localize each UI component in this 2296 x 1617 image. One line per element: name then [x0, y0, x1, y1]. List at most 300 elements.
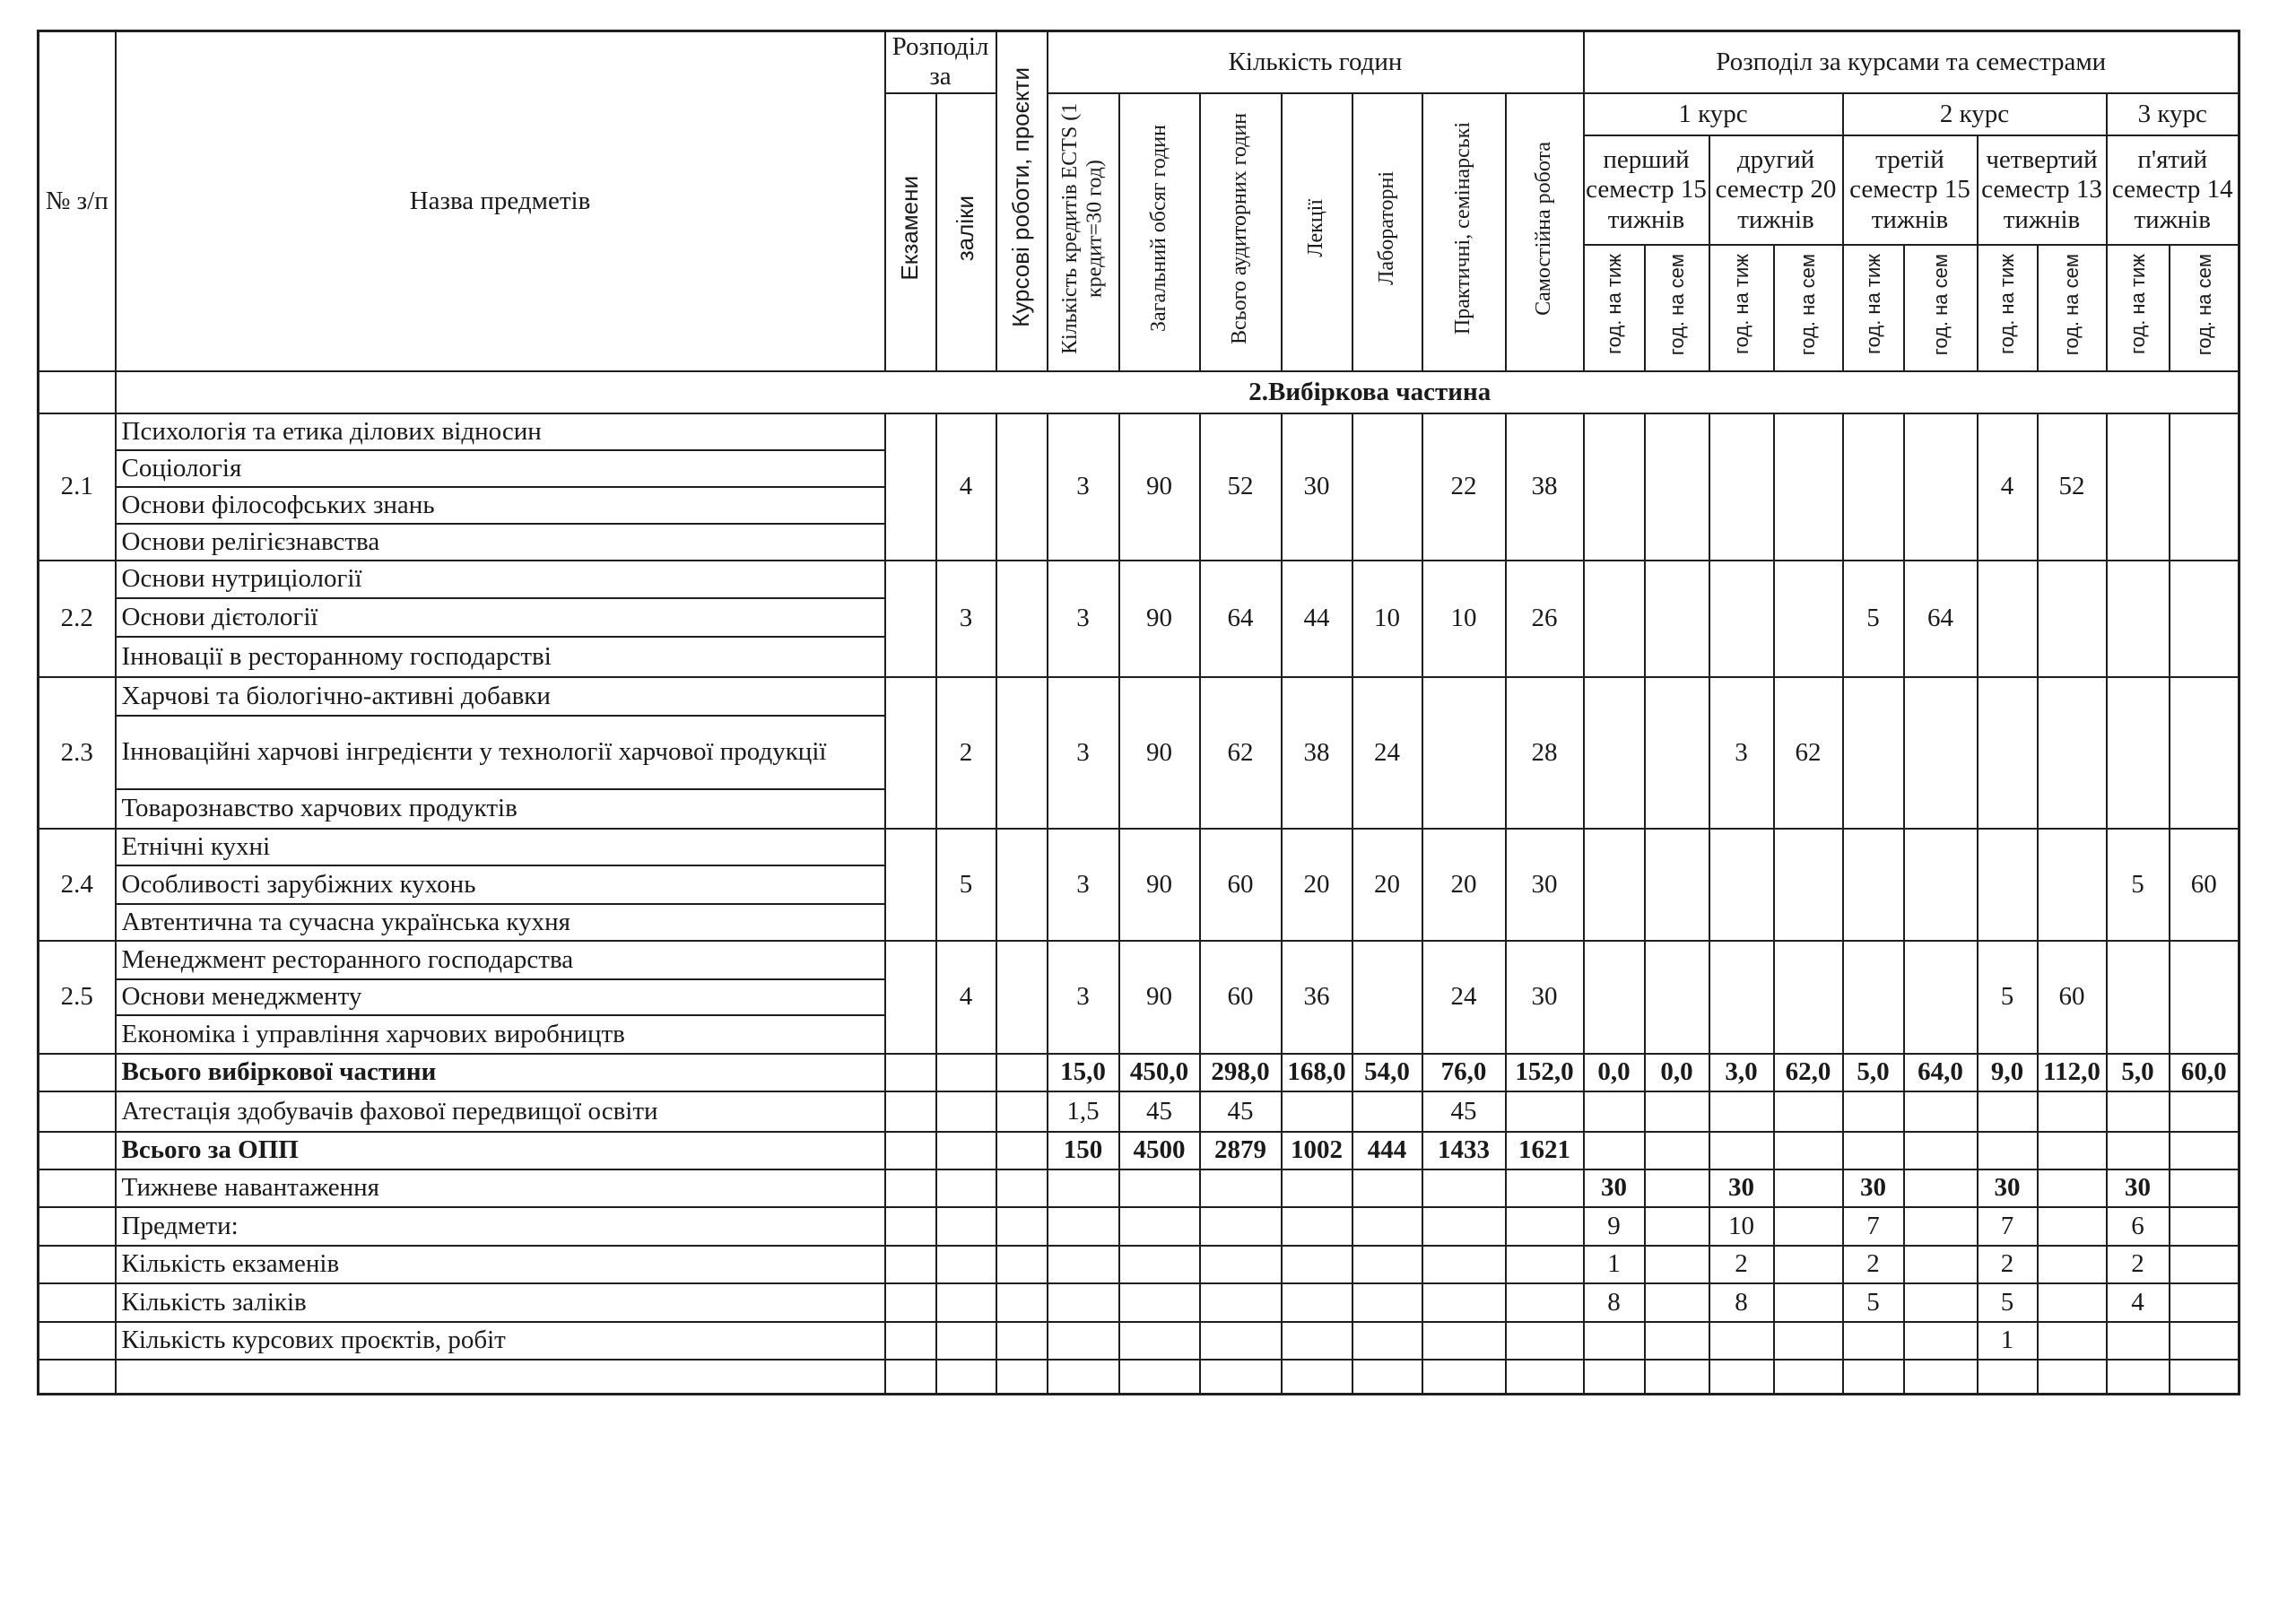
empty-cell — [936, 1207, 996, 1246]
header-semester-label: перший семестр 15 тижнів — [1586, 144, 1707, 234]
empty-cell — [1506, 1360, 1584, 1394]
group-self-study — [1506, 561, 1584, 677]
semester-hours-cell — [1904, 941, 1978, 1054]
empty-cell — [1904, 1283, 1978, 1322]
header-distribution-title-label: Розподіл за курсами та семестрами — [1716, 47, 2107, 76]
semester-hours-value: 5 — [2000, 982, 2014, 1012]
header-per-week-label: год. на тиж — [2126, 254, 2149, 355]
totals-value — [1506, 1091, 1584, 1132]
empty-cell — [1200, 1207, 1282, 1246]
subject-name-label: Соціологія — [121, 453, 242, 482]
summary-label-text: Кількість заліків — [121, 1287, 307, 1317]
summary-semester-value — [1843, 1169, 1904, 1207]
curriculum-table — [37, 30, 2240, 1395]
group-practical — [1422, 413, 1506, 561]
empty-cell — [1352, 1246, 1422, 1283]
totals-label — [116, 1091, 885, 1132]
semester-hours-cell — [2038, 677, 2107, 829]
totals-semester-value-text: 0,0 — [1660, 1057, 1693, 1087]
group-auditory — [1200, 829, 1282, 941]
group-auditory-value: 60 — [1227, 982, 1254, 1012]
totals-value — [1506, 1054, 1584, 1091]
header-per-sem — [2038, 245, 2107, 371]
group-tests — [936, 677, 996, 829]
group-number-label: 2.4 — [60, 869, 93, 899]
semester-hours-value: 60 — [2058, 982, 2085, 1012]
group-lectures — [1282, 941, 1352, 1054]
empty-cell — [1774, 1169, 1843, 1207]
totals-value — [1422, 1054, 1506, 1091]
empty-cell — [1774, 1322, 1843, 1360]
totals-value-text: 150 — [1063, 1135, 1103, 1165]
empty-cell — [1119, 1283, 1200, 1322]
semester-hours-cell — [2107, 677, 2170, 829]
empty-cell — [2038, 1091, 2107, 1132]
semester-hours-cell — [1843, 677, 1904, 829]
totals-label-text: Атестація здобувачів фахової передвищої освіти — [121, 1096, 658, 1126]
group-labs — [1352, 561, 1422, 677]
group-number-label: 2.3 — [60, 737, 93, 767]
empty-cell — [1645, 1283, 1709, 1322]
group-tests-value: 4 — [959, 982, 973, 1012]
summary-semester-value-text: 30 — [1994, 1173, 2021, 1203]
header-self-study — [1506, 93, 1584, 371]
summary-semester-value — [1978, 1322, 2038, 1360]
group-exams — [885, 561, 936, 677]
group-tests — [936, 941, 996, 1054]
header-per-week — [1978, 245, 2038, 371]
semester-hours-value: 60 — [2190, 869, 2217, 899]
group-number — [39, 677, 116, 829]
summary-semester-value-text: 10 — [1728, 1211, 1754, 1240]
empty-cell — [996, 1246, 1048, 1283]
summary-label-text: Предмети: — [121, 1211, 239, 1240]
summary-label — [116, 1207, 885, 1246]
header-total-hours — [1119, 93, 1200, 371]
totals-semester-value — [2038, 1054, 2107, 1091]
semester-hours-cell — [1709, 561, 1774, 677]
empty-cell — [996, 1360, 1048, 1394]
subject-name — [116, 865, 885, 904]
header-name-label: Назва предметів — [409, 186, 591, 215]
header-per-sem — [1645, 245, 1709, 371]
header-semester-2 — [1709, 135, 1843, 244]
group-number-label: 2.1 — [60, 472, 93, 501]
header-labs-label: Лабораторні — [1374, 171, 1398, 286]
empty-num-cell — [39, 1207, 116, 1246]
subject-name — [116, 561, 885, 598]
totals-value-text: 168,0 — [1287, 1057, 1346, 1087]
header-name — [116, 31, 885, 372]
totals-semester-value — [1978, 1054, 2038, 1091]
group-total — [1119, 941, 1200, 1054]
empty-cell — [1352, 1169, 1422, 1207]
group-total-value: 90 — [1146, 472, 1172, 501]
semester-hours-cell — [2170, 413, 2239, 561]
empty-cell — [885, 1322, 936, 1360]
header-auditory-hours — [1200, 93, 1282, 371]
summary-semester-value-text: 30 — [1728, 1173, 1754, 1203]
empty-cell — [1200, 1360, 1282, 1394]
subject-name-label: Автентична та сучасна українська кухня — [121, 907, 570, 936]
group-ects-value: 3 — [1076, 472, 1090, 501]
group-lectures — [1282, 413, 1352, 561]
group-practical — [1422, 941, 1506, 1054]
header-per-week-label: год. на тиж — [1729, 254, 1752, 355]
header-course-1-label: 1 курс — [1678, 99, 1748, 128]
semester-hours-cell — [1584, 561, 1645, 677]
totals-value-text: 45 — [1227, 1096, 1254, 1126]
semester-hours-cell — [1904, 413, 1978, 561]
empty-cell — [1352, 1360, 1422, 1394]
totals-semester-value-text: 9,0 — [1990, 1057, 2024, 1087]
summary-semester-value — [1843, 1283, 1904, 1322]
totals-value — [1282, 1091, 1352, 1132]
group-exams — [885, 677, 936, 829]
group-ects-value: 3 — [1076, 982, 1090, 1012]
totals-semester-value — [1774, 1054, 1843, 1091]
group-labs-value: 24 — [1374, 737, 1400, 767]
empty-cell — [1584, 1132, 1645, 1169]
semester-hours-cell — [2038, 829, 2107, 941]
group-practical — [1422, 829, 1506, 941]
header-per-week-label: год. на тиж — [1602, 254, 1625, 355]
empty-cell — [1119, 1207, 1200, 1246]
summary-semester-value-text: 7 — [2000, 1211, 2014, 1240]
totals-semester-value-text: 64,0 — [1918, 1057, 1963, 1087]
totals-value — [1119, 1091, 1200, 1132]
empty-cell — [2038, 1360, 2107, 1394]
semester-hours-cell — [1584, 677, 1645, 829]
totals-semester-value-text: 0,0 — [1597, 1057, 1631, 1087]
group-tests-value: 3 — [959, 604, 973, 633]
group-self-study — [1506, 829, 1584, 941]
semester-hours-cell — [1978, 941, 2038, 1054]
empty-cell — [996, 1322, 1048, 1360]
group-total-value: 90 — [1146, 737, 1172, 767]
subject-name-label: Харчові та біологічно-активні добавки — [121, 681, 551, 710]
group-practical-value: 20 — [1450, 869, 1477, 899]
subject-name — [116, 941, 885, 979]
empty-cell — [1709, 1132, 1774, 1169]
header-semester-1 — [1584, 135, 1709, 244]
empty-cell — [1645, 1246, 1709, 1283]
subject-name-label: Особливості зарубіжних кухонь — [121, 869, 476, 899]
empty-cell — [1200, 1322, 1282, 1360]
header-course-2 — [1843, 93, 2107, 135]
group-course-works — [996, 941, 1048, 1054]
group-labs — [1352, 829, 1422, 941]
empty-cell — [2038, 1169, 2107, 1207]
empty-num-cell — [39, 1169, 116, 1207]
empty-cell — [1645, 1091, 1709, 1132]
summary-semester-value — [1978, 1169, 2038, 1207]
totals-value — [1282, 1132, 1352, 1169]
group-number — [39, 941, 116, 1054]
empty-cell — [1904, 1360, 1978, 1394]
totals-value-text: 54,0 — [1364, 1057, 1410, 1087]
semester-hours-value: 5 — [2131, 869, 2144, 899]
header-semester-label: третій семестр 15 тижнів — [1849, 144, 1970, 234]
totals-value — [1119, 1132, 1200, 1169]
empty-cell — [1645, 1207, 1709, 1246]
totals-semester-value — [1709, 1054, 1774, 1091]
group-total-value: 90 — [1146, 604, 1172, 633]
group-course-works — [996, 413, 1048, 561]
header-distribution-for — [885, 31, 996, 93]
subject-name-label: Товарознавство харчових продуктів — [121, 794, 517, 823]
totals-semester-value-text: 5,0 — [1857, 1057, 1890, 1087]
summary-semester-value — [1584, 1207, 1645, 1246]
subject-name — [116, 487, 885, 524]
summary-semester-value-text: 9 — [1607, 1211, 1621, 1240]
subject-row — [39, 413, 2239, 450]
group-ects-value: 3 — [1076, 737, 1090, 767]
semester-hours-cell — [2038, 413, 2107, 561]
group-self-study-value: 38 — [1531, 472, 1558, 501]
summary-semester-value — [1978, 1207, 2038, 1246]
empty-cell — [2170, 1360, 2239, 1394]
semester-hours-cell — [1645, 677, 1709, 829]
semester-hours-cell — [1904, 677, 1978, 829]
header-per-week-label: год. на тиж — [1996, 254, 2019, 355]
group-exams — [885, 829, 936, 941]
empty-cell — [885, 1207, 936, 1246]
subject-name — [116, 677, 885, 716]
subject-name — [116, 413, 885, 450]
group-total-value: 90 — [1146, 869, 1172, 899]
header-semester-label: п'ятий семестр 14 тижнів — [2111, 144, 2233, 234]
empty-cell — [1422, 1246, 1506, 1283]
summary-row — [39, 1283, 2239, 1322]
empty-cell — [1843, 1132, 1904, 1169]
totals-value-text: 1002 — [1291, 1135, 1343, 1165]
empty-cell — [1048, 1283, 1119, 1322]
summary-semester-value — [2107, 1246, 2170, 1283]
empty-cell — [2038, 1246, 2107, 1283]
semester-hours-cell — [2170, 941, 2239, 1054]
group-course-works — [996, 561, 1048, 677]
group-total — [1119, 413, 1200, 561]
summary-semester-value — [2107, 1322, 2170, 1360]
empty-cell — [1048, 1322, 1119, 1360]
group-auditory — [1200, 413, 1282, 561]
empty-cell — [1352, 1283, 1422, 1322]
empty-cell — [1774, 1132, 1843, 1169]
empty-cell — [2038, 1207, 2107, 1246]
empty-cell — [2170, 1322, 2239, 1360]
semester-hours-cell — [1774, 829, 1843, 941]
empty-cell — [1282, 1207, 1352, 1246]
totals-semester-value — [1843, 1054, 1904, 1091]
semester-hours-cell — [1978, 413, 2038, 561]
summary-label — [116, 1246, 885, 1283]
totals-value — [1200, 1054, 1282, 1091]
totals-value — [1048, 1054, 1119, 1091]
totals-semester-value — [1584, 1054, 1645, 1091]
empty-cell — [1282, 1322, 1352, 1360]
empty-cell — [1978, 1360, 2038, 1394]
empty-cell — [1584, 1360, 1645, 1394]
empty-cell — [1200, 1169, 1282, 1207]
empty-cell — [1119, 1246, 1200, 1283]
empty-cell — [1200, 1246, 1282, 1283]
empty-cell — [116, 1360, 885, 1394]
header-per-sem-label: год. на сем — [1796, 253, 1820, 355]
summary-semester-value-text: 2 — [2000, 1249, 2014, 1279]
summary-row — [39, 1207, 2239, 1246]
empty-cell — [1709, 1360, 1774, 1394]
totals-semester-value-text: 112,0 — [2043, 1057, 2100, 1087]
empty-cell — [1774, 1283, 1843, 1322]
group-self-study-value: 30 — [1531, 982, 1558, 1012]
group-practical-value: 10 — [1450, 604, 1477, 633]
section-num-cell — [39, 371, 116, 413]
empty-cell — [936, 1246, 996, 1283]
header-ects — [1048, 93, 1119, 371]
totals-value-text: 45 — [1146, 1096, 1172, 1126]
totals-value — [1048, 1132, 1119, 1169]
header-per-sem — [2170, 245, 2239, 371]
summary-semester-value — [2107, 1283, 2170, 1322]
group-lectures-value: 30 — [1303, 472, 1330, 501]
totals-value — [1352, 1132, 1422, 1169]
empty-cell — [2170, 1207, 2239, 1246]
summary-row — [39, 1322, 2239, 1360]
subject-name — [116, 524, 885, 561]
empty-cell — [2038, 1322, 2107, 1360]
totals-value — [1048, 1091, 1119, 1132]
header-per-week — [1843, 245, 1904, 371]
empty-cell — [1200, 1283, 1282, 1322]
header-lectures-label: Лекції — [1304, 199, 1328, 257]
totals-value — [1352, 1054, 1422, 1091]
group-practical-value: 22 — [1450, 472, 1477, 501]
semester-hours-cell — [1843, 413, 1904, 561]
summary-semester-value — [1709, 1283, 1774, 1322]
semester-hours-cell — [1584, 829, 1645, 941]
subject-name — [116, 979, 885, 1015]
empty-cell — [936, 1322, 996, 1360]
empty-cell — [1843, 1360, 1904, 1394]
group-tests — [936, 413, 996, 561]
semester-hours-value: 4 — [2000, 472, 2014, 501]
empty-cell — [996, 1091, 1048, 1132]
empty-cell — [1048, 1360, 1119, 1394]
empty-cell — [936, 1132, 996, 1169]
header-practical — [1422, 93, 1506, 371]
group-lectures — [1282, 561, 1352, 677]
empty-cell — [1774, 1246, 1843, 1283]
group-number — [39, 829, 116, 941]
group-ects — [1048, 677, 1119, 829]
empty-cell — [1774, 1207, 1843, 1246]
subject-name-label: Основи нутриціології — [121, 564, 362, 594]
summary-semester-value-text: 2 — [1866, 1249, 1880, 1279]
summary-semester-value — [1709, 1169, 1774, 1207]
subject-name — [116, 1015, 885, 1054]
totals-value-text: 76,0 — [1440, 1057, 1487, 1087]
empty-cell — [1904, 1322, 1978, 1360]
totals-value-text: 15,0 — [1060, 1057, 1106, 1087]
summary-row — [39, 1246, 2239, 1283]
header-total-hours-label: Загальний обсяг годин — [1146, 125, 1170, 333]
empty-cell — [885, 1360, 936, 1394]
summary-semester-value — [1978, 1283, 2038, 1322]
group-exams — [885, 941, 936, 1054]
header-semester-label: другий семестр 20 тижнів — [1715, 144, 1837, 234]
empty-cell — [1645, 1169, 1709, 1207]
header-course-works — [996, 31, 1048, 372]
empty-cell — [1352, 1207, 1422, 1246]
empty-cell — [936, 1283, 996, 1322]
empty-cell — [2170, 1246, 2239, 1283]
semester-hours-cell — [1645, 941, 1709, 1054]
group-tests-value: 4 — [959, 472, 973, 501]
empty-cell — [1048, 1169, 1119, 1207]
header-per-sem-label: год. на сем — [2060, 253, 2083, 355]
header-per-sem — [1904, 245, 1978, 371]
header-course-3 — [2107, 93, 2239, 135]
subject-name-label: Основи філософських знань — [121, 490, 435, 519]
subject-row — [39, 829, 2239, 865]
empty-cell — [1422, 1322, 1506, 1360]
header-per-week — [1584, 245, 1645, 371]
header-per-week-label: год. на тиж — [1861, 254, 1884, 355]
header-lectures — [1282, 93, 1352, 371]
totals-value-text: 45 — [1450, 1096, 1477, 1126]
summary-semester-value-text: 6 — [2131, 1211, 2144, 1240]
group-auditory-value: 52 — [1227, 472, 1254, 501]
header-labs — [1352, 93, 1422, 371]
group-tests-value: 2 — [959, 737, 973, 767]
totals-value — [1200, 1132, 1282, 1169]
header-hours-group — [1048, 31, 1584, 93]
group-auditory-value: 64 — [1227, 604, 1254, 633]
empty-cell — [2107, 1091, 2170, 1132]
empty-cell — [996, 1169, 1048, 1207]
totals-value — [1422, 1091, 1506, 1132]
group-self-study-value: 26 — [1531, 604, 1558, 633]
subject-name — [116, 829, 885, 865]
group-self-study — [1506, 413, 1584, 561]
semester-hours-cell — [2107, 829, 2170, 941]
semester-hours-cell — [1645, 561, 1709, 677]
empty-cell — [936, 1169, 996, 1207]
subject-name-label: Інноваційні харчові інгредієнти у технології харчової продукції — [121, 737, 827, 767]
empty-cell — [1978, 1132, 2038, 1169]
header-semester-3 — [1843, 135, 1978, 244]
empty-cell — [1506, 1169, 1584, 1207]
empty-cell — [885, 1054, 936, 1091]
semester-hours-cell — [1978, 561, 2038, 677]
group-total-value: 90 — [1146, 982, 1172, 1012]
empty-cell — [1774, 1091, 1843, 1132]
header-per-sem-label: год. на сем — [1665, 253, 1688, 355]
semester-hours-cell — [2107, 561, 2170, 677]
totals-label-text: Всього за ОПП — [121, 1135, 299, 1165]
totals-label-text: Всього вибіркової частини — [121, 1057, 437, 1087]
summary-semester-value — [1709, 1207, 1774, 1246]
semester-hours-cell — [1774, 677, 1843, 829]
header-semester-4 — [1978, 135, 2107, 244]
summary-label — [116, 1169, 885, 1207]
header-exams — [885, 93, 936, 371]
summary-semester-value-text: 30 — [2125, 1173, 2151, 1203]
group-self-study — [1506, 941, 1584, 1054]
group-auditory — [1200, 941, 1282, 1054]
totals-value-text: 1,5 — [1066, 1096, 1100, 1126]
